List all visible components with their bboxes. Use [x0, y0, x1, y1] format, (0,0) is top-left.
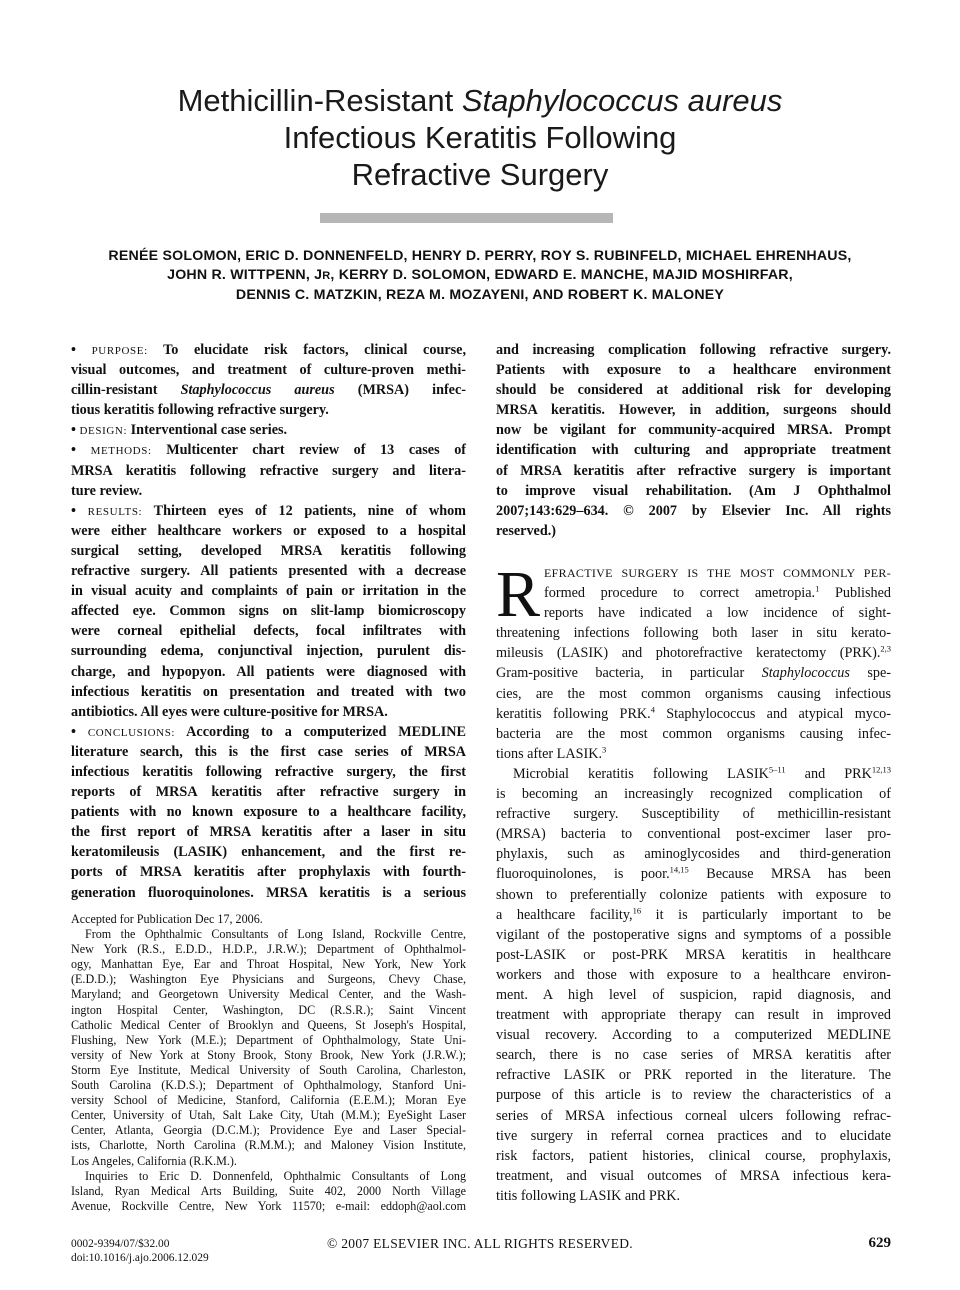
citation-ref: 2,3 — [880, 643, 891, 654]
body-line: ment. A high level of suspicion, rapid diagnosis, and — [496, 986, 891, 1003]
article-title — [0, 82, 960, 193]
copyright-notice: © 2007 ELSEVIER INC. ALL RIGHTS RESERVED. — [327, 1236, 633, 1251]
title-line-1 — [0, 82, 960, 119]
section-label-results: RESULTS: — [87, 505, 143, 518]
abstract-right-column — [496, 340, 891, 541]
abstract-line — [71, 440, 466, 460]
abstract-line — [71, 420, 466, 440]
abstract-line: visual outcomes, and treatment of culture-proven methi- — [71, 362, 466, 379]
affiliation-line: ogy, Manhattan Eye, Ear and Throat Hospital, New York, New York — [71, 957, 466, 972]
bullet-icon: • — [71, 442, 76, 459]
affiliation-line: South Carolina (K.D.S.); Department of Ophthalmology, Stanford Uni- — [71, 1078, 466, 1093]
body-text-span: tions after LASIK. — [496, 745, 602, 762]
body-line: titis following LASIK and PRK. — [496, 1187, 681, 1204]
abstract-line: ture review. — [71, 482, 143, 499]
body-text-span: it is particularly important to be — [641, 906, 891, 923]
abstract-line: affected eye. Common signs on slit-lamp biomicroscopy — [71, 603, 466, 620]
abstract-line: infectious keratitis following refractive surgery, the first — [71, 763, 466, 780]
abstract-text: (MRSA) infec- — [334, 382, 467, 399]
body-line: treatment, and visual outcomes of MRSA infectious kera- — [496, 1167, 891, 1184]
author-line-2 — [40, 266, 920, 286]
body-line — [496, 663, 891, 683]
article-notes — [71, 912, 466, 1214]
body-line — [496, 864, 891, 884]
affiliation-line: Storm Eye Institute, Medical University of South Carolina, Charleston, — [71, 1062, 466, 1077]
abstract-text: Interventional case series. — [130, 422, 288, 439]
body-line: workers and those with exposure to a healthcare environ- — [496, 966, 891, 983]
body-organism: Staphylococcus — [761, 665, 850, 682]
abstract-line: identification with culturing and appropriate treatment — [496, 442, 891, 459]
abstract-line: Patients with exposure to a healthcare environment — [496, 362, 891, 379]
body-line: risk factors, patient histories, clinical course, prophylaxis, — [496, 1147, 891, 1164]
title-line-2: Infectious Keratitis Following — [283, 120, 677, 155]
body-line — [496, 583, 891, 603]
section-label-design: DESIGN: — [79, 425, 128, 438]
body-line: (MRSA) bacteria to conventional post-excimer laser pro- — [496, 826, 891, 843]
author-line-1: RENÉE SOLOMON, ERIC D. DONNENFELD, HENRY D. PERRY, ROY S. RUBINFELD, MICHAEL EHRENHAUS, — [108, 248, 852, 264]
bullet-icon: • — [71, 723, 76, 740]
citation-ref: 5–11 — [768, 764, 786, 775]
body-text-span: Microbial keratitis following LASIK — [513, 765, 769, 782]
abstract-line: infectious keratitis on presentation and treated with two — [71, 683, 466, 700]
body-line — [496, 643, 891, 663]
body-text-span: mileusis (LASIK) and photorefractive keratectomy (PRK). — [496, 645, 881, 662]
abstract-line: now be vigilant for community-acquired MRSA. Prompt — [496, 422, 891, 439]
citation-ref: 16 — [632, 904, 642, 915]
abstract-line — [71, 380, 466, 400]
issn: 0002-9394/07/$32.00 — [71, 1238, 170, 1250]
abstract-line: antibiotics. All eyes were culture-positive for MRSA. — [71, 703, 388, 720]
body-line: post-LASIK or post-PRK MRSA keratitis in healthcare — [496, 946, 891, 963]
body-line: treatment with appropriate therapy can result in improved — [496, 1007, 891, 1024]
abstract-line: and increasing complication following refractive surgery. — [496, 342, 891, 358]
affiliation-line: New York (R.S., E.D.D., H.D.P., J.R.W.); Department of Ophthalmol- — [71, 942, 466, 957]
abstract-organism: Staphylococcus aureus — [180, 382, 335, 399]
abstract-line: tious keratitis following refractive surgery. — [71, 402, 329, 419]
body-line: purpose of this article is to review the characteristics of a — [496, 1087, 891, 1104]
body-line: bacteria are the most common organisms causing infec- — [496, 725, 891, 742]
affiliation-line: Center, Atlanta, Georgia (D.C.M.); Providence Eye and Laser Special- — [71, 1123, 466, 1138]
body-text-span: Staphylococcus and atypical myco- — [654, 705, 891, 722]
author-list — [40, 247, 920, 305]
abstract-line: 2007;143:629–634. © 2007 by Elsevier Inc. All rights — [496, 502, 891, 519]
affiliation-line: (E.D.D.); Washington Eye Physicians and Surgeons, Chevy Chase, — [71, 972, 466, 987]
drop-cap: R — [496, 558, 541, 631]
correspondence-line: Avenue, Rockville Centre, New York 11570; e-mail: eddoph@aol.com — [71, 1198, 466, 1213]
citation-ref: 3 — [602, 744, 607, 755]
abstract-line: MRSA keratitis following refractive surgery and litera- — [71, 462, 466, 479]
body-line — [496, 905, 891, 925]
section-label-conclusions: CONCLUSIONS: — [87, 726, 176, 739]
author-text: JOHN R. WITTPENN, J — [167, 267, 323, 283]
section-label-methods: METHODS: — [90, 445, 152, 458]
bullet-icon: • — [71, 502, 76, 519]
body-text-span: Because MRSA has been — [688, 866, 891, 883]
body-line: search, there is no case series of MRSA keratitis after — [496, 1047, 891, 1064]
body-line: EFRACTIVE SURGERY IS THE MOST COMMONLY PER- — [544, 566, 891, 580]
title-rule — [320, 213, 613, 223]
affiliation-line: Los Angeles, California (R.K.M.). — [71, 1153, 237, 1168]
bullet-icon: • — [71, 342, 76, 358]
body-line: threatening infections following both laser in situ kerato- — [496, 625, 891, 642]
body-line — [496, 704, 891, 724]
title-line-3: Refractive Surgery — [351, 157, 609, 192]
body-line: series of MRSA infectious corneal ulcers following refrac- — [496, 1107, 891, 1124]
body-line — [496, 744, 891, 764]
abstract-line: refractive surgery. All patients presented with a decrease — [71, 563, 466, 580]
abstract-line: keratomileusis (LASIK) enhancement, and the first re- — [71, 844, 466, 861]
correspondence-line: Inquiries to Eric D. Donnenfeld, Ophthalmic Consultants of Long — [85, 1168, 466, 1183]
body-line: vigilant of the postoperative signs and symptoms of a possible — [496, 926, 891, 943]
body-line: tive surgery in referral cornea practices and to elucidate — [496, 1127, 891, 1144]
author-text: , KERRY D. SOLOMON, EDWARD E. MANCHE, MAJID MOSHIRFAR, — [330, 267, 793, 283]
bullet-icon: • — [71, 422, 76, 439]
abstract-text: According to a computerized MEDLINE — [186, 723, 466, 740]
abstract-line: should be considered at additional risk for developing — [496, 382, 891, 399]
body-text — [496, 558, 892, 1206]
abstract-line: ports of MRSA keratitis after prophylaxis with fourth- — [71, 864, 466, 881]
doi: doi:10.1016/j.ajo.2006.12.029 — [71, 1252, 209, 1264]
affiliation-line: Flushing, New York (M.E.); Department of Ophthalmology, State Uni- — [71, 1032, 466, 1047]
body-line: visual recovery. According to a computerized MEDLINE — [496, 1027, 891, 1044]
body-line — [496, 764, 891, 784]
abstract-line: surrounding edema, conjunctival injection, purulent dis- — [71, 643, 466, 660]
abstract-line — [71, 722, 466, 742]
abstract-line: surgical setting, developed MRSA keratitis following — [71, 542, 466, 559]
abstract-line: to improve visual rehabilitation. (Am J Ophthalmol — [496, 482, 891, 499]
affiliation-line: versity of New York at Stony Brook, Stony Brook, New York (J.R.W.); — [71, 1047, 466, 1062]
body-line: cies, are the most common organisms causing infectious — [496, 685, 891, 702]
abstract-line: generation fluoroquinolones. MRSA keratitis is a serious — [71, 884, 466, 901]
abstract-line: of MRSA keratitis after refractive surgery is important — [496, 462, 891, 479]
body-text-span: keratitis following PRK. — [496, 705, 651, 722]
affiliation-line: versity School of Medicine, Stanford, California (E.E.M.); Moran Eye — [71, 1093, 466, 1108]
body-text-span: fluoroquinolones, is poor. — [496, 866, 670, 883]
abstract-line: were either healthcare workers or exposed to a hospital — [71, 522, 466, 539]
abstract-text: Thirteen eyes of 12 patients, nine of whom — [153, 502, 466, 519]
acceptance-date: Accepted for Publication Dec 17, 2006. — [71, 912, 263, 926]
body-line: is becoming an increasingly recognized complication of — [496, 786, 891, 803]
affiliation-line: From the Ophthalmic Consultants of Long Island, Rockville Centre, — [85, 927, 466, 942]
citation-ref: 4 — [650, 703, 655, 714]
body-line: refractive surgery. Susceptibility of methicillin-resistant — [496, 806, 891, 823]
abstract-left-column — [71, 340, 466, 903]
abstract-text: Multicenter chart review of 13 cases of — [166, 442, 467, 459]
title-text: Methicillin-Resistant — [177, 83, 462, 118]
body-line: refractive LASIK or PRK reported in the literature. The — [496, 1067, 891, 1084]
body-text-span: Published — [819, 585, 892, 602]
abstract-line — [71, 340, 466, 360]
body-line: shown to preferentially colonize patients with exposure to — [496, 886, 891, 903]
abstract-line: were corneal epithelial defects, focal infiltrates with — [71, 623, 466, 640]
abstract-line: charge, and hypopyon. All patients were diagnosed with — [71, 663, 466, 680]
abstract-text: cillin-resistant — [71, 382, 181, 399]
affiliation-line: Catholic Medical Center of Brooklyn and Queens, St Joseph's Hospital, — [71, 1017, 466, 1032]
abstract-line — [71, 501, 466, 521]
section-label-purpose: PURPOSE: — [91, 345, 148, 357]
body-text-span: formed procedure to correct ametropia. — [544, 585, 816, 602]
abstract-line: MRSA keratitis. However, in addition, surgeons should — [496, 402, 891, 419]
body-line: phylaxis, such as aminoglycosides and third-generation — [496, 846, 891, 863]
abstract-text: To elucidate risk factors, clinical course, — [163, 342, 466, 358]
title-organism: Staphylococcus aureus — [461, 83, 783, 118]
author-line-3: DENNIS C. MATZKIN, REZA M. MOZAYENI, AND ROBERT K. MALONEY — [235, 287, 725, 303]
body-text-span: Gram-positive bacteria, in particular — [496, 665, 762, 682]
correspondence-line: Island, Ryan Medical Arts Building, Suite 402, 2000 North Village — [71, 1183, 466, 1198]
body-line: reports have indicated a low incidence of sight- — [544, 605, 891, 622]
abstract-line: literature search, this is the first case series of MRSA — [71, 743, 466, 760]
citation-ref: 14,15 — [669, 864, 689, 875]
affiliation-line: ington Hospital Center, Washington, DC (R.S.R.); Saint Vincent — [71, 1002, 466, 1017]
citation-ref: 1 — [815, 583, 820, 594]
body-text-span: a healthcare facility, — [496, 906, 633, 923]
author-suffix: R — [322, 270, 331, 282]
affiliation-line: ists, Charlotte, North Carolina (R.M.M.); and Maloney Vision Institute, — [71, 1138, 466, 1153]
affiliation-line: Maryland; and Georgetown University Medical Center, and the Wash- — [71, 987, 466, 1002]
abstract-line: in visual acuity and complaints of pain or irritation in the — [71, 583, 466, 600]
affiliation-line: Center, University of Utah, Salt Lake City, Utah (M.M.); EyeSight Laser — [71, 1108, 466, 1123]
abstract-line: reserved.) — [496, 522, 557, 539]
body-text-span: and PRK — [785, 765, 872, 782]
page-number: 629 — [868, 1235, 891, 1251]
abstract-line: patients with no known exposure to a healthcare facility, — [71, 804, 466, 821]
abstract-line: reports of MRSA keratitis after refractive surgery in — [71, 784, 466, 801]
body-text-span: spe- — [849, 665, 891, 682]
citation-ref: 12,13 — [871, 764, 891, 775]
abstract-line: the first report of MRSA keratitis after a laser in situ — [71, 824, 466, 841]
